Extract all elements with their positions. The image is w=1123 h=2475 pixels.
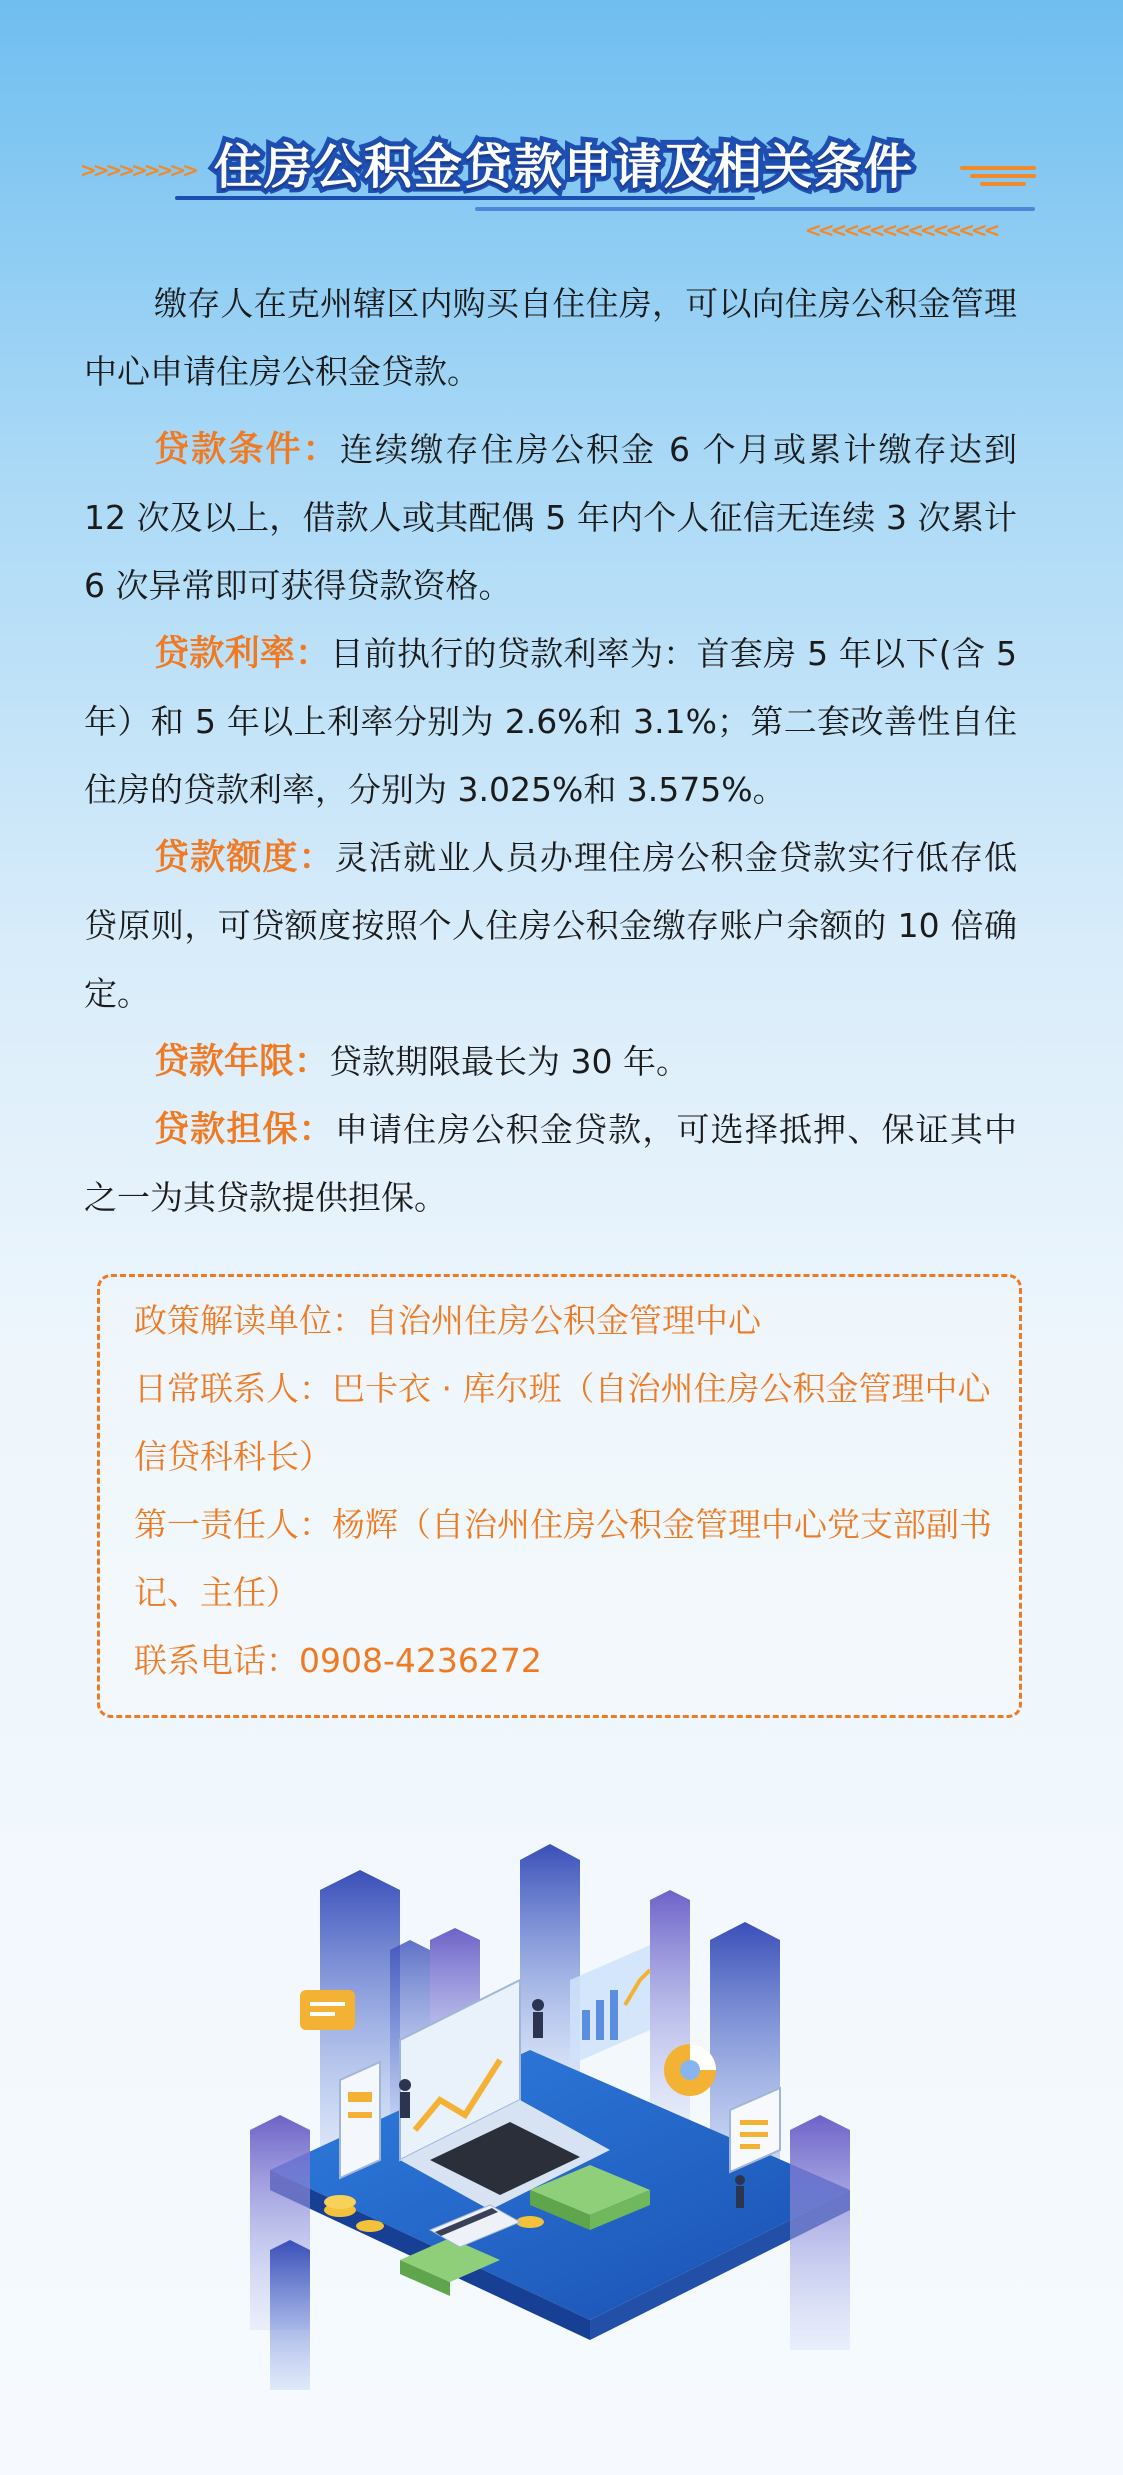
chevron-decoration-right-icon: <<<<<<<<<<<<<<< xyxy=(805,218,997,242)
contact-responsible-person: 第一责任人：杨辉（自治州住房公积金管理中心党支部副书记、主任） xyxy=(134,1505,992,1612)
section-label: 贷款利率： xyxy=(154,634,331,674)
policy-content xyxy=(84,270,1017,1232)
section-text: 连续缴存住房公积金 6 个月或累计缴存达到 12 次及以上，借款人或其配偶 5 年内个人征信无连续 3 次累计 6 次异常即可获得贷款资格。 xyxy=(84,430,1017,605)
intro-paragraph: 缴存人在克州辖区内购买自住住房，可以向住房公积金管理中心申请住房公积金贷款。 xyxy=(84,284,1017,391)
section-label: 贷款条件： xyxy=(154,430,340,470)
section-loan-guarantee xyxy=(84,1096,1017,1232)
contact-daily-person: 日常联系人：巴卡衣 · 库尔班（自治州住房公积金管理中心信贷科科长） xyxy=(134,1369,991,1476)
contact-lines xyxy=(134,1287,994,1695)
section-loan-amount xyxy=(84,824,1017,1028)
title-banner xyxy=(0,120,1123,250)
section-text: 灵活就业人员办理住房公积金贷款实行低存低贷原则，可贷额度按照个人住房公积金缴存账户余额的 10 倍确定。 xyxy=(84,838,1017,1013)
page-title: 住房公积金贷款申请及相关条件 xyxy=(214,139,915,195)
chat-bubble-icon xyxy=(300,1990,355,2030)
section-label: 贷款担保： xyxy=(154,1110,335,1150)
orange-stripes-decoration xyxy=(960,160,1036,190)
isometric-finance-illustration xyxy=(230,1830,910,2390)
chart-panel-icon xyxy=(570,1945,650,2065)
chevron-decoration-left-icon: >>>>>>>>> xyxy=(80,158,195,182)
section-loan-term xyxy=(84,1028,1017,1096)
pie-chart-icon xyxy=(664,2044,716,2096)
section-loan-rate xyxy=(84,620,1017,824)
section-loan-conditions xyxy=(84,416,1017,620)
contact-phone: 联系电话：0908-4236272 xyxy=(134,1641,542,1680)
section-text: 贷款期限最长为 30 年。 xyxy=(329,1042,689,1081)
title-underline-light xyxy=(475,207,1035,211)
phone-icon xyxy=(340,2062,380,2178)
section-text: 申请住房公积金贷款，可选择抵押、保证其中之一为其贷款提供担保。 xyxy=(84,1110,1017,1217)
section-text: 目前执行的贷款利率为：首套房 5 年以下(含 5 年）和 5 年以上利率分别为 2.6%和 3.1%；第二套改善性自住住房的贷款利率，分别为 3.025%和 3.575%。 xyxy=(84,634,1017,809)
section-label: 贷款额度： xyxy=(154,838,335,878)
contact-unit: 政策解读单位：自治州住房公积金管理中心 xyxy=(134,1301,761,1340)
section-label: 贷款年限： xyxy=(154,1042,330,1082)
contact-box xyxy=(97,1274,1022,1718)
